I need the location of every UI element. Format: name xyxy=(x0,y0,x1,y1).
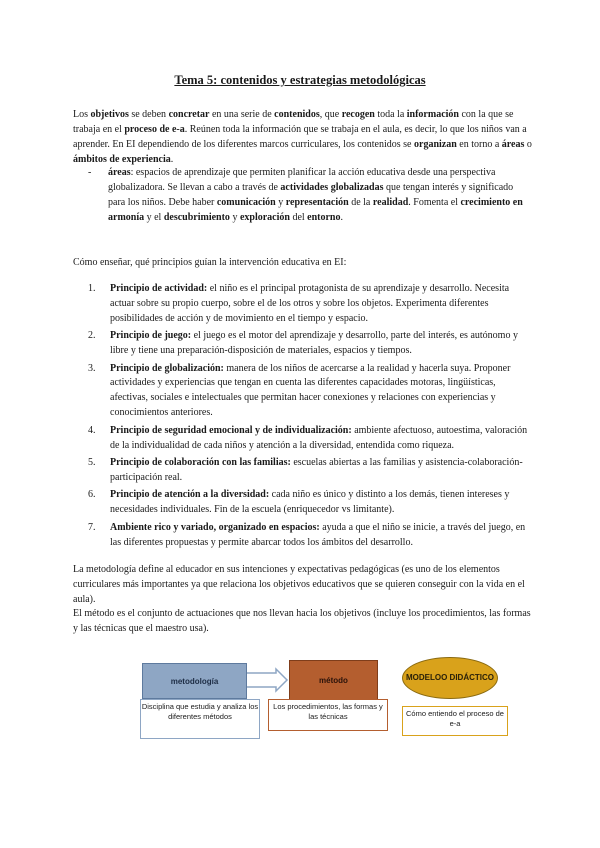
list-item xyxy=(73,456,533,486)
intro-bold: proceso de e-a xyxy=(124,124,185,135)
bullet-bold: representación xyxy=(285,197,349,208)
item-number: 3. xyxy=(88,362,96,374)
intro-text: . xyxy=(170,154,174,165)
intro-text: en torno a xyxy=(456,139,502,150)
bullet-bold: exploración xyxy=(239,212,290,223)
item-label: Principio de juego: xyxy=(110,330,192,342)
intro-bold: concretar xyxy=(168,109,210,120)
bullet-span: : espacios de aprendizaje que permiten planificar la acción educativa desde una perspectiva globalizadora. Se llevan a cabo a través de xyxy=(108,167,496,193)
item-number: 4. xyxy=(88,424,96,436)
list-item xyxy=(73,488,533,518)
bullet-bold: entorno xyxy=(307,212,341,223)
modelo-description: Cómo entiendo el proceso de e-a xyxy=(402,706,508,736)
item-label: Principio de globalización: xyxy=(110,362,224,374)
intro-text: toda la xyxy=(374,109,407,120)
bullet-bold: crecimiento en armonía xyxy=(108,197,523,223)
intro-bold: recogen xyxy=(341,109,375,120)
metodo-description: Los procedimientos, las formas y las técnicas xyxy=(268,699,388,731)
item-label: Principio de actividad: xyxy=(110,283,208,294)
item-text: escuelas abiertas a las familias y asistencia-colaboración-participación real. xyxy=(110,456,523,483)
item-text: ambiente afectuoso, autoestima, valoración de la individualidad de cada niños y atención a la diversidad, entendida como riqueza. xyxy=(110,424,528,451)
bullet-span: y el xyxy=(144,212,164,223)
bullet-span: del xyxy=(289,212,308,223)
intro-bold: ámbitos de experiencia xyxy=(73,154,171,165)
intro-bold: contenidos xyxy=(274,109,320,120)
list-item xyxy=(73,424,533,454)
intro-bold: áreas xyxy=(501,139,525,150)
list-item xyxy=(73,282,533,327)
list-item xyxy=(73,362,533,422)
item-label: Principio de colaboración con las familias: xyxy=(110,456,291,468)
page-title: Tema 5: contenidos y estrategias metodológicas xyxy=(174,73,426,87)
intro-text: Los xyxy=(73,109,91,120)
bullet-text xyxy=(108,165,530,225)
item-text: manera de los niños de acercarse a la realidad y hacerla suya. Proponer actividades y experiencias que tengan en cuenta las diferentes capacidades motoras, lingüísticas, afectivas, sociales e intelectuales que permitan hacer conexiones y relaciones con experiencias y conocimientos anteriores. xyxy=(110,362,511,419)
item-number: 1. xyxy=(88,283,96,294)
intro-paragraph xyxy=(73,107,533,167)
intro-bold: información xyxy=(406,109,459,120)
item-text: cada niño es único y distinto a los demás, tienen intereses y necesidades individuales. Fin de la escuela (enriquecedor vs limitante). xyxy=(110,489,510,516)
item-label: Ambiente rico y variado, organizado en espacios: xyxy=(110,521,320,533)
bullet-span: . Fomenta el xyxy=(408,197,461,208)
intro-text: en una serie de xyxy=(209,109,275,120)
intro-bold: organizan xyxy=(414,139,457,150)
bullet-bold: realidad xyxy=(372,197,409,208)
item-text: el juego es el motor del aprendizaje y desarrollo, parte del interés, es autónomo y libre y tiene una preparación-disposición de materiales, espacios y tiempos. xyxy=(110,330,518,357)
intro-text: , que xyxy=(319,109,342,120)
item-text: ayuda a que el niño se inicie, a través del juego, en las diferentes propuestas y permite abarcar todos los ámbitos del desarrollo. xyxy=(110,521,526,548)
list-item xyxy=(73,521,533,551)
item-label: Principio de atención a la diversidad: xyxy=(110,489,270,501)
item-number: 6. xyxy=(88,489,96,501)
intro-bold: objetivos xyxy=(90,109,129,120)
principles-list xyxy=(73,282,533,553)
bullet-dash: - xyxy=(88,167,92,178)
bullet-span: y xyxy=(229,212,240,223)
item-label: Principio de seguridad emocional y de individualización: xyxy=(110,424,352,436)
modelo-didactico-ellipse: MODELOO DIDÁCTICO xyxy=(402,657,498,699)
item-text: el niño es el principal protagonista de su aprendizaje y desarrollo. Necesita actuar sobre su propio cuerpo, sobre el de los otros y sobre los objetos. Experimenta diferentes posibilidades de acción y de movimiento en el tiempo y espacio. xyxy=(110,283,510,324)
bullet-bold: comunicación xyxy=(216,197,276,208)
metodologia-box: metodología xyxy=(142,663,247,699)
arrow-icon xyxy=(246,669,287,691)
metodologia-paragraph: La metodología define al educador en sus intenciones y expectativas pedagógicas (es uno de los elementos curriculares más importantes ya que relaciona los objetivos educativos que se quieren conseguir con la vida en el aula). xyxy=(73,564,525,605)
intro-text: con la que se trabaja en el xyxy=(73,109,514,135)
bullet-bold: descubrimiento xyxy=(163,212,230,223)
intro-text: se deben xyxy=(128,109,169,120)
bullet-span: que tengan interés y significado para los niños. Debe haber xyxy=(108,182,514,208)
metodologia-description: Disciplina que estudia y analiza los diferentes métodos xyxy=(140,699,260,739)
item-number: 5. xyxy=(88,456,96,468)
como-ensenar-paragraph: Cómo enseñar, qué principios guían la intervención educativa en EI: xyxy=(73,257,347,268)
bullet-bold: actividades globalizadas xyxy=(280,182,384,193)
intro-text: o xyxy=(524,139,532,150)
bullet-bold: áreas xyxy=(108,167,131,178)
intro-text: . Reúnen toda la información que se trabaja en el aula, es decir, lo que los niños van a aprender. En EI dependiendo de los diferentes marcos curriculares, los contenidos se xyxy=(73,124,527,150)
list-item xyxy=(73,329,533,359)
bullet-span: . xyxy=(340,212,343,223)
bullet-span: y xyxy=(275,197,286,208)
metodo-box: método xyxy=(289,660,378,700)
areas-bullet xyxy=(90,165,530,225)
bullet-span: de la xyxy=(348,197,373,208)
item-number: 2. xyxy=(88,330,96,342)
metodo-paragraph: El método es el conjunto de actuaciones que nos llevan hacia los objetivos (incluye los procedimientos, las formas y las técnicas que el maestro usa). xyxy=(73,608,531,634)
item-number: 7. xyxy=(88,521,96,533)
